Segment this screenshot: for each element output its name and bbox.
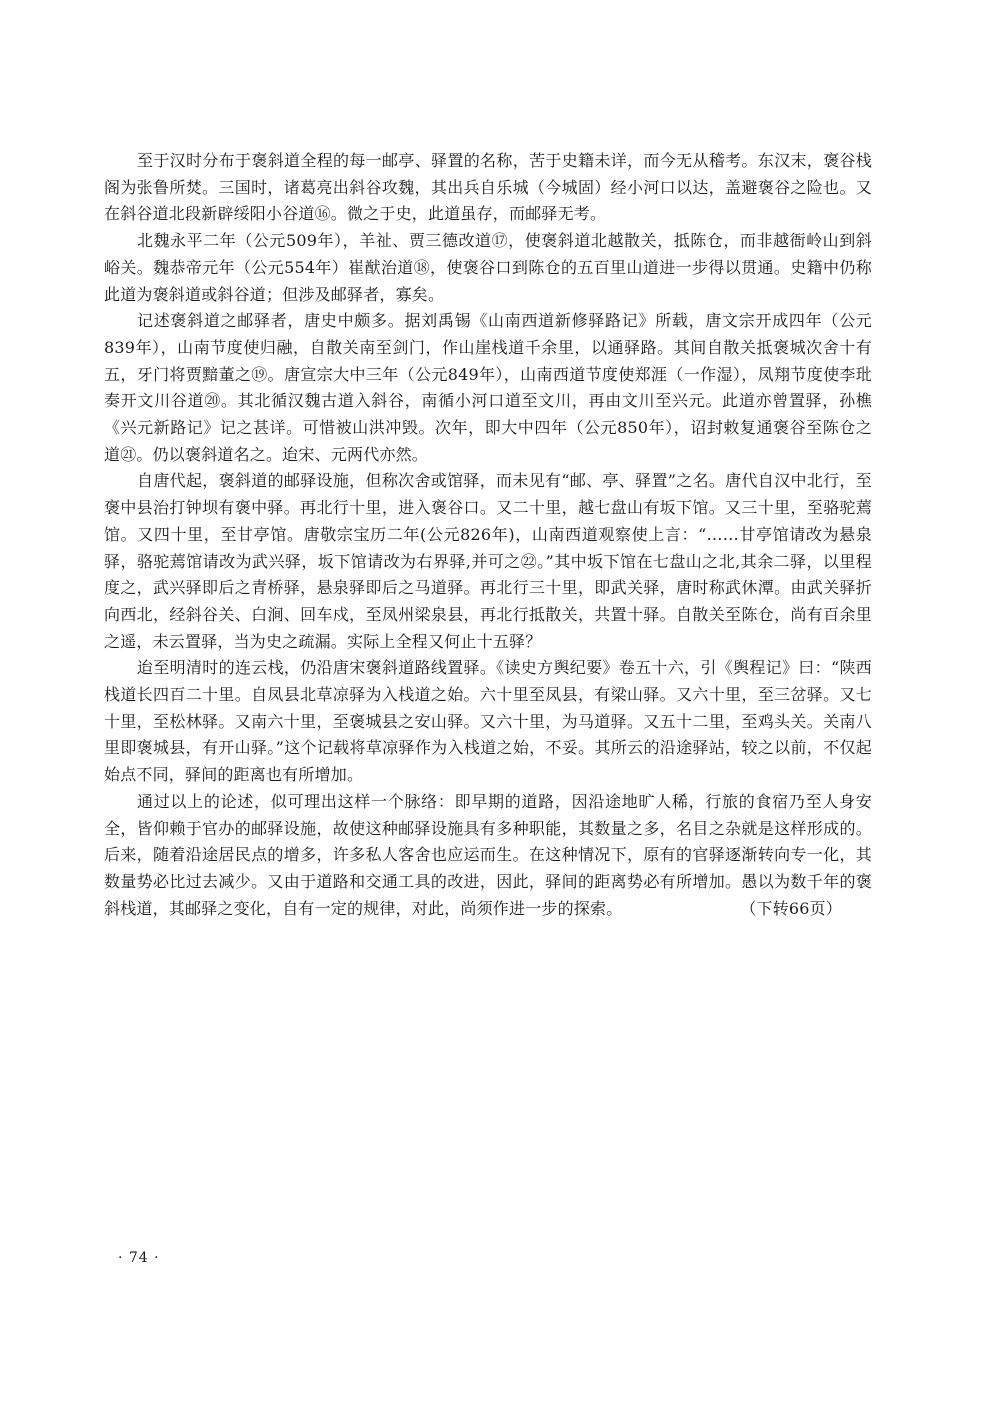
paragraph-2: 北魏永平二年（公元509年），羊祉、贾三德改道⑰，使褒斜道北越散关，抵陈仓，而非越衙岭山到斜峪关。魏恭帝元年（公元554年）崔猷治道⑱，使褒谷口到陈仓的五百里山道进一步得以贯通。史籍中仍称此道为褒斜道或斜谷道；但涉及邮驿者，寡矣。 — [104, 231, 872, 304]
paragraph-4: 自唐代起，褒斜道的邮驿设施，但称次舍或馆驿，而未见有“邮、亭、驿置”之名。唐代自汉中北行，至褒中县治打钟坝有褒中驿。再北行十里，进入褒谷口。又二十里，越七盘山有坂下馆。又三十里，至骆驼蔫馆。又四十里，至甘亭馆。唐敬宗宝历二年(公元826年)，山南西道观察使上言：“……甘亭馆请改为悬泉驿，骆驼蔫馆请改为武兴驿，坂下馆请改为右界驿,并可之㉒。”其中坂下馆在七盘山之北,其余二驿，以里程度之，武兴驿即后之青桥驿，悬泉驿即后之马道驿。再北行三十里，即武关驿，唐时称武休潭。由武关驿折向西北，经斜谷关、白涧、回车戍，至凤州梁泉县，再北行抵散关，共置十驿。自散关至陈仓，尚有百余里之遥，未云置驿，当为史之疏漏。实际上全程又何止十五驿？ — [104, 471, 872, 651]
paragraph-1: 至于汉时分布于褒斜道全程的每一邮亭、驿置的名称，苦于史籍未详，而今无从稽考。东汉末，褒谷栈阁为张鲁所焚。三国时，诸葛亮出斜谷攻魏，其出兵自乐城（今城固）经小河口以达，盖避褒谷之险也。又在斜谷道北段新辟绥阳小谷道⑯。微之于史，此道虽存，而邮驿无考。 — [104, 151, 872, 224]
paragraph-3: 记述褒斜道之邮驿者，唐史中颇多。据刘禹锡《山南西道新修驿路记》所载，唐文宗开成四年（公元839年），山南节度使归融，自散关南至剑门，作山崖栈道千余里，以通驿路。其间自散关抵褒城次舍十有五，牙门将贾黯董之⑲。唐宣宗大中三年（公元849年），山南西道节度使郑涯（一作湿），凤翔节度使李玭奏开文川谷道⑳。其北循汉魏古道入斜谷，南循小河口道至文川，再由文川至兴元。此道亦曾置驿，孙樵《兴元新路记》记之甚详。可惜被山洪冲毁。次年，即大中四年（公元850年），诏封敕复通褒谷至陈仓之道㉑。仍以褒斜道名之。迨宋、元两代亦然。 — [104, 311, 872, 464]
continuation-note: （下转66页） — [740, 898, 842, 918]
paragraph-6 — [104, 789, 872, 923]
page-number: · 74 · — [118, 1250, 160, 1266]
paragraph-5: 迨至明清时的连云栈，仍沿唐宋褒斜道路线置驿。《读史方舆纪要》卷五十六，引《舆程记》曰：“陕西栈道长四百二十里。自凤县北草凉驿为入栈道之始。六十里至凤县，有梁山驿。又六十里，至三岔驿。又七十里，至松林驿。又南六十里，至褒城县之安山驿。又六十里，为马道驿。又五十二里，至鸡头关。关南八里即褒城县，有开山驿。”这个记载将草凉驿作为入栈道之始，不妥。其所云的沿途驿站，较之以前，不仅起始点不同，驿间的距离也有所增加。 — [104, 658, 872, 785]
article-body — [104, 148, 872, 922]
paragraph-6-text: 通过以上的论述，似可理出这样一个脉络：即早期的道路，因沿途地旷人稀，行旅的食宿乃至人身安全，皆仰赖于官办的邮驿设施，故使这种邮驿设施具有多种职能，其数量之多，名目之杂就是这样形成的。后来，随着沿途居民点的增多，许多私人客舍也应运而生。在这种情况下，原有的官驿逐渐转向专一化，其数量势必比过去减少。又由于道路和交通工具的改进，因此，驿间的距离势必有所增加。愚以为数千年的褒斜栈道，其邮驿之变化，自有一定的规律，对此，尚须作进一步的探索。 — [104, 791, 872, 918]
